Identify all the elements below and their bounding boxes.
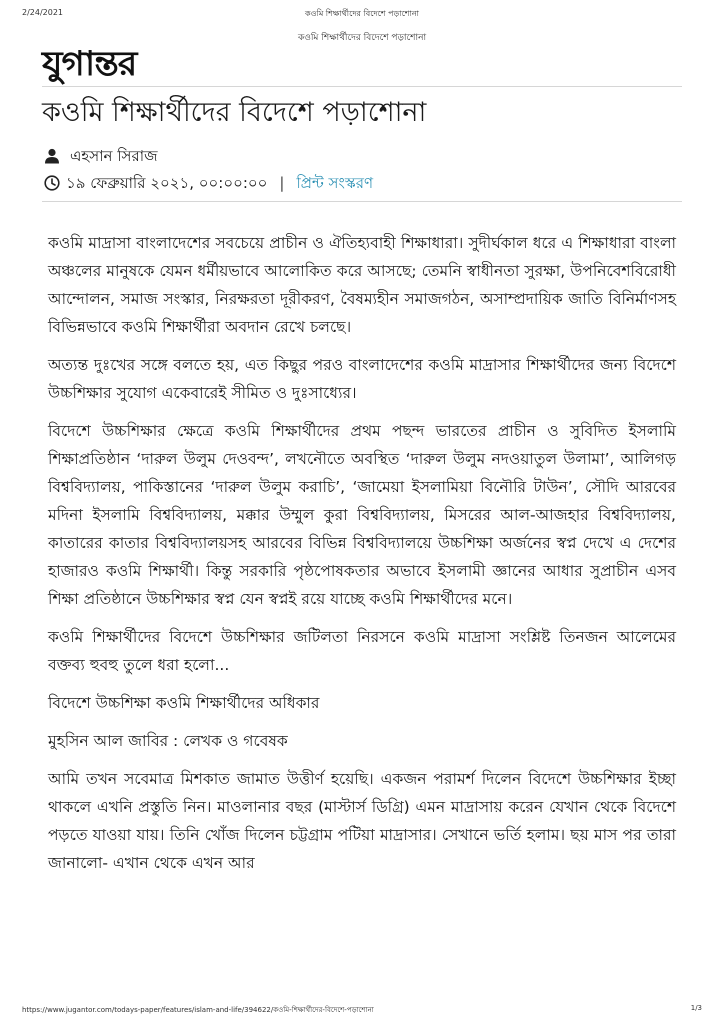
- page-url: https://www.jugantor.com/todays-paper/features/islam-and-life/394622/কওমি-শিক্ষার্থীদের-বিদেশে-পড়াশোনা: [22, 1006, 374, 1014]
- meta-separator: |: [279, 174, 285, 192]
- article-paragraph: বিদেশে উচ্চশিক্ষার ক্ষেত্রে কওমি শিক্ষার্থীদের প্রথম পছন্দ ভারতের প্রাচীন ও সুবিদিত ইসলামি শিক্ষাপ্রতিষ্ঠান ‘দারুল উলুম দেওবন্দ’, লখনৌতে অবস্থিত ‘দারুল উলুম নদওয়াতুল উলামা’, আলিগড় বিশ্ববিদ্যালয়, পাকিস্তানের ‘দারুল উলুম করাচি’, ‘জামেয়া ইসলামিয়া বিনৌরি টাউন’, সৌদি আরবের মদিনা ইসলামি বিশ্ববিদ্যালয়, মক্কার উম্মুল কুরা বিশ্ববিদ্যালয়, মিসরের আল-আজহার বিশ্ববিদ্যালয়, কাতারের কাতার বিশ্ববিদ্যালয়সহ আরবের বিভিন্ন বিশ্ববিদ্যালয়ে উচ্চশিক্ষা অর্জনের স্বপ্ন দেখে এ দেশের হাজারও কওমি শিক্ষার্থী। কিন্তু সরকারি পৃষ্ঠপোষকতার অভাবে ইসলামী জ্ঞানের আধার সুপ্রাচীন এসব শিক্ষা প্রতিষ্ঠানে উচ্চশিক্ষার স্বপ্ন যেন স্বপ্নই রয়ে যাচ্ছে কওমি শিক্ষার্থীদের মনে।: [48, 422, 676, 608]
- site-logo[interactable]: যুগান্তর: [42, 44, 137, 84]
- date-line: [44, 171, 373, 195]
- meta-divider: [42, 201, 682, 202]
- author-line: [44, 145, 158, 167]
- author-name[interactable]: এহসান সিরাজ: [70, 147, 158, 165]
- user-icon: [44, 148, 60, 164]
- section-heading: বিদেশে উচ্চশিক্ষা কওমি শিক্ষার্থীদের অধিকার: [48, 694, 320, 712]
- publish-date: ১৯ ফেব্রুয়ারি ২০২১, ০০:০০:০০: [66, 174, 268, 192]
- page-number: 1/3: [690, 1004, 702, 1012]
- page-subtitle: কওমি শিক্ষার্থীদের বিদেশে পড়াশোনা: [297, 33, 427, 43]
- article-paragraph: কওমি মাদ্রাসা বাংলাদেশের সবচেয়ে প্রাচীন ও ঐতিহ্যবাহী শিক্ষাধারা। সুদীর্ঘকাল ধরে এ শিক্ষাধারা বাংলা অঞ্চলের মানুষকে যেমন ধর্মীয়ভাবে আলোকিত করে আসছে; তেমনি স্বাধীনতা সুরক্ষা, উপনিবেশবিরোধী আন্দোলন, সমাজ সংস্কার, নিরক্ষরতা দূরীকরণ, বৈষম্যহীন সমাজগঠন, অসাম্প্রদায়িক জাতি বিনির্মাণসহ বিভিন্নভাবে কওমি শিক্ষার্থীরা অবদান রেখে চলছে।: [48, 234, 676, 336]
- print-title: কওমি শিক্ষার্থীদের বিদেশে পড়াশোনা: [305, 9, 419, 18]
- logo-divider: [42, 86, 682, 87]
- print-date: 2/24/2021: [22, 8, 64, 17]
- article-paragraph: কওমি শিক্ষার্থীদের বিদেশে উচ্চশিক্ষার জটিলতা নিরসনে কওমি মাদ্রাসা সংশ্লিষ্ট তিনজন আলেমের বক্তব্য হুবহু তুলে ধরা হলো...: [48, 628, 676, 674]
- article-paragraph: আমি তখন সবেমাত্র মিশকাত জামাত উত্তীর্ণ হয়েছি। একজন পরামর্শ দিলেন বিদেশে উচ্চশিক্ষার ইচ্ছা থাকলে এখনি প্রস্তুতি নিন। মাওলানার বছর (মাস্টার্স ডিগ্রি) এমন মাদ্রাসায় করেন যেখান থেকে বিদেশে পড়তে যাওয়া যায়। তিনি খোঁজ দিলেন চট্টগ্রাম পটিয়া মাদ্রাসার। সেখানে ভর্তি হলাম। ছয় মাস পর তারা জানালো- এখান থেকে এখন আর: [48, 770, 676, 872]
- article-body: [48, 229, 676, 887]
- article-headline: কওমি শিক্ষার্থীদের বিদেশে পড়াশোনা: [42, 97, 427, 128]
- article-paragraph: অত্যন্ত দুঃখের সঙ্গে বলতে হয়, এত কিছুর পরও বাংলাদেশের কওমি মাদ্রাসার শিক্ষার্থীদের জন্য বিদেশে উচ্চশিক্ষার সুযোগ একেবারেই সীমিত ও দুঃসাধ্যের।: [48, 356, 676, 402]
- clock-icon: [44, 175, 60, 191]
- interviewee-line: মুহসিন আল জাবির : লেখক ও গবেষক: [48, 732, 288, 750]
- print-footer: [22, 1004, 702, 1016]
- print-edition-link[interactable]: প্রিন্ট সংস্করণ: [296, 174, 374, 192]
- print-header: [22, 8, 702, 20]
